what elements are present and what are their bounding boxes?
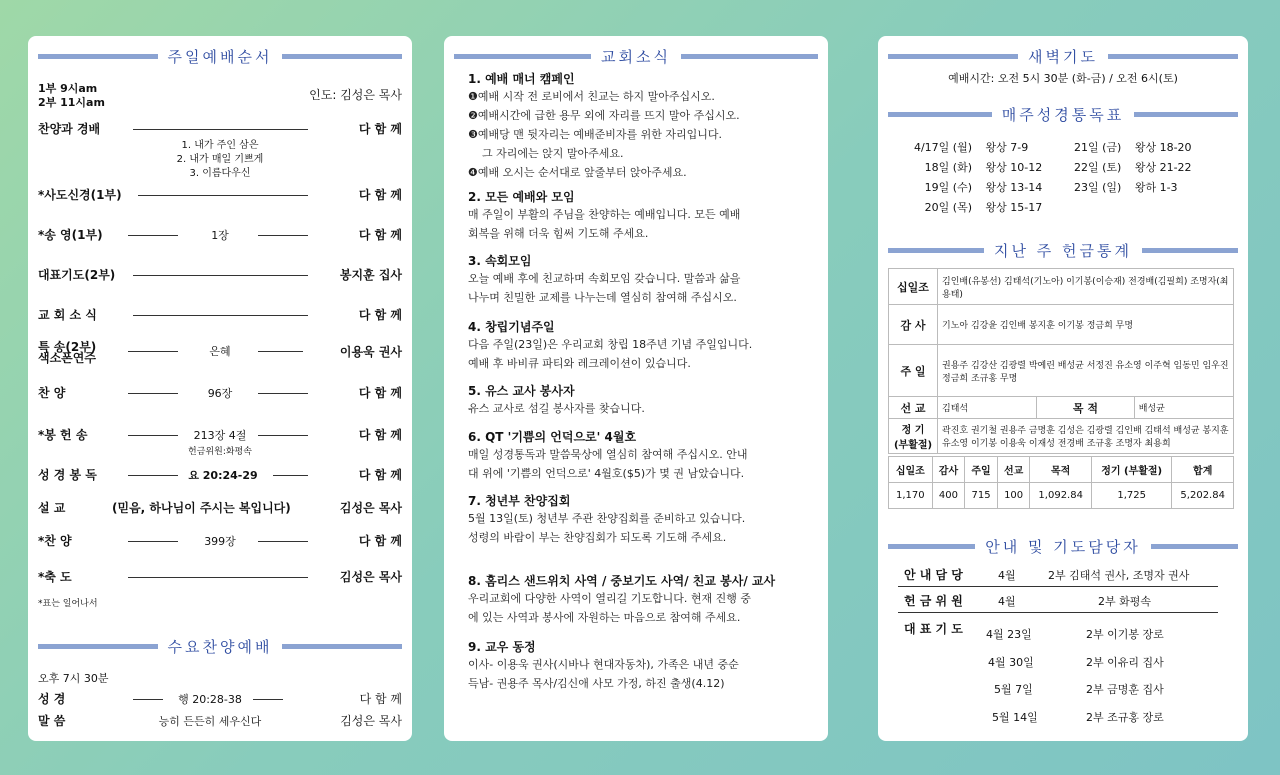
order-label: *사도신경(1부) <box>38 188 122 202</box>
sum-value: 1,092.84 <box>1030 483 1092 509</box>
song-item: 3. 이름다우신 <box>189 168 251 179</box>
wed-row <box>38 712 402 732</box>
church-news-panel <box>444 36 828 741</box>
news-heading: 9. 교우 동정 <box>468 640 536 654</box>
news-line: 다음 주일(23일)은 우리교회 창립 18주년 기념 주일입니다. <box>468 338 753 351</box>
bible-item: 21일 (금) 왕상 18-20 <box>1074 141 1192 154</box>
news-item <box>468 638 814 693</box>
bible-item: 18일 (화) 왕상 10-12 <box>924 161 1043 174</box>
news-item <box>468 70 814 182</box>
wed-mid: 행 20:28-38 <box>178 693 242 706</box>
wed-label: 말 씀 <box>38 714 66 728</box>
news-line: 그 자리에는 앉지 말아주세요. <box>482 147 624 160</box>
duty-names: 2부 김태석 권사, 조명자 권사 <box>1048 569 1190 582</box>
bible-item: 20일 (목) 왕상 15-17 <box>924 201 1043 214</box>
news-heading: 2. 모든 예배와 모임 <box>468 190 575 204</box>
prayer-date: 4월 23일 <box>986 628 1032 641</box>
order-row <box>38 466 402 486</box>
order-label: 찬양과 경배 <box>38 122 101 136</box>
news-item <box>468 492 814 547</box>
order-row <box>38 426 402 446</box>
bible-item: 19일 (수) 왕상 13-14 <box>924 181 1043 194</box>
offering-title: 지난 주 헌금통계 <box>994 241 1132 260</box>
order-row <box>38 384 402 404</box>
order-label: 찬 양 <box>38 386 66 400</box>
order-label: 성 경 봉 독 <box>38 468 97 482</box>
prayer-name: 2부 이유리 집사 <box>1086 655 1164 669</box>
duty-month: 4월 <box>998 569 1016 582</box>
sum-value: 715 <box>965 483 998 509</box>
offering-label: 십일조 <box>889 269 938 305</box>
wednesday-time: 오후 7시 30분 <box>38 672 109 685</box>
order-right: 봉지훈 집사 <box>339 268 402 282</box>
order-label: 특 송(2부) <box>38 340 97 354</box>
prayer-date: 4월 30일 <box>988 655 1034 669</box>
offering-label: 주 일 <box>889 345 938 397</box>
dawn-header <box>878 44 1248 68</box>
worship-order-header <box>28 44 412 68</box>
news-item <box>468 428 814 483</box>
prayer-names <box>1086 621 1164 731</box>
news-heading: 5. 유스 교사 봉사자 <box>468 384 575 398</box>
order-row <box>38 226 402 246</box>
order-right: 다 함 께 <box>358 122 402 136</box>
prayer-name: 2부 이기봉 장로 <box>1086 628 1164 641</box>
order-right: 다 함 께 <box>358 468 402 482</box>
order-right: 김성은 목사 <box>339 570 402 584</box>
order-right: 다 함 께 <box>358 228 402 242</box>
offering-names: 김인배(유봉선) 김태석(기노아) 이기봉(이승재) 전경배(김필희) 조명자(최용태) <box>938 269 1234 305</box>
news-line: ❶예배 시작 전 로비에서 친교는 하지 말아주십시오. <box>468 90 715 103</box>
offering-note: 헌금위원:화평속 <box>188 447 252 457</box>
news-line: 오늘 예배 후에 친교하며 속회모임 갖습니다. 말씀과 삶을 <box>468 272 741 285</box>
duty-month: 4월 <box>998 595 1016 608</box>
order-row <box>38 120 402 140</box>
news-line: 우리교회에 다양한 사역이 열리길 기도합니다. 현재 진행 중 <box>468 592 751 605</box>
order-label: 교 회 소 식 <box>38 308 97 322</box>
wed-right: 김성은 목사 <box>340 714 402 728</box>
order-mid: 213장 4절 <box>193 429 247 442</box>
order-mid: 요 20:24-29 <box>188 469 258 482</box>
wed-row <box>38 690 402 710</box>
order-right: 이용욱 권사 <box>339 345 402 359</box>
prayer-name: 2부 금명훈 집사 <box>1086 683 1164 696</box>
dawn-title: 새벽기도 <box>1028 47 1098 66</box>
news-heading: 3. 속회모임 <box>468 254 532 268</box>
wednesday-header <box>28 634 412 658</box>
sum-header: 감사 <box>932 457 965 483</box>
order-row-sermon <box>38 499 402 519</box>
news-line: 대 위에 '기쁨의 언덕으로' 4월호($5)가 몇 권 남았습니다. <box>468 467 745 480</box>
order-label: *봉 헌 송 <box>38 428 88 442</box>
news-line: 에 있는 사역과 봉사에 자원하는 마음으로 참여해 주세요. <box>468 611 741 624</box>
news-line: 매 주일이 부활의 주님을 찬양하는 예배입니다. 모든 예배 <box>468 208 741 221</box>
bible-title: 매주성경통독표 <box>1001 105 1125 124</box>
news-line: 5월 13일(토) 청년부 주관 찬양집회를 준비하고 있습니다. <box>468 512 746 525</box>
wednesday-title: 수요찬양예배 <box>167 637 273 656</box>
order-mid: 1장 <box>211 229 229 242</box>
prayer-date: 5월 14일 <box>992 710 1038 724</box>
news-heading: 6. QT '기쁨의 언덕으로' 4월호 <box>468 430 637 444</box>
prayer-date: 5월 7일 <box>994 683 1033 696</box>
service-time-1: 1부 9시am <box>38 82 98 95</box>
prayer-dates <box>986 621 1038 731</box>
news-heading: 1. 예배 매너 캠페인 <box>468 72 575 86</box>
news-line: 이사- 이용욱 권사(시바나 현대자동차), 가족은 내년 중순 <box>468 658 739 671</box>
bible-header <box>878 102 1248 126</box>
bible-item: 23일 (일) 왕하 1-3 <box>1074 181 1178 194</box>
order-mid: 은혜 <box>209 345 231 358</box>
sum-header: 합계 <box>1172 457 1234 483</box>
offering-summary-table <box>888 456 1234 509</box>
song-list <box>28 139 412 181</box>
church-news-header <box>444 44 828 68</box>
news-item <box>468 252 814 307</box>
church-news-title: 교회소식 <box>601 47 671 66</box>
bible-item: 4/17일 (월) 왕상 7-9 <box>913 141 1029 154</box>
news-line: 성령의 바람이 부는 찬양집회가 되도록 기도해 주세요. <box>468 531 727 544</box>
news-line: ❸예배당 맨 뒷자리는 예배준비자를 위한 자리입니다. <box>468 128 722 141</box>
offering-header <box>878 238 1248 262</box>
sum-header: 주일 <box>965 457 998 483</box>
news-line: 회복을 위해 더욱 힘써 기도해 주세요. <box>468 227 649 240</box>
news-item <box>468 382 814 418</box>
bible-left <box>900 138 1042 218</box>
sum-header: 십일조 <box>889 457 933 483</box>
song-item: 1. 내가 주인 삼은 <box>181 140 259 151</box>
sum-header: 선교 <box>997 457 1030 483</box>
order-mid: 399장 <box>204 535 236 548</box>
order-label: 설 교 <box>38 501 66 515</box>
news-body <box>468 87 814 182</box>
stand-note: *표는 일어나서 <box>38 599 98 609</box>
wed-label: 성 경 <box>38 692 66 706</box>
order-label: *송 영(1부) <box>38 228 103 242</box>
sum-value: 100 <box>997 483 1030 509</box>
worship-order-panel <box>28 36 412 741</box>
offering-label: 목 적 <box>1037 397 1135 419</box>
bible-item: 22일 (토) 왕상 21-22 <box>1074 161 1192 174</box>
news-line: 득남- 권용주 목사/김신애 사모 가정, 하진 출생(4.12) <box>468 677 725 690</box>
offering-names: 곽진호 권기철 권용주 금명훈 김성은 김광렬 김인배 김태석 배성균 봉지훈 유소영 이기봉 이용욱 이재성 전경배 조규홍 조명자 최용희 <box>938 419 1234 454</box>
news-heading: 7. 청년부 찬양집회 <box>468 494 571 508</box>
leader: 인도: 김성은 목사 <box>309 88 402 102</box>
order-right: 다 함 께 <box>358 386 402 400</box>
order-row <box>38 266 402 286</box>
order-row-special <box>38 338 402 372</box>
order-label: 색소폰연주 <box>38 351 96 365</box>
sermon-title: (믿음, 하나님이 주시는 복입니다) <box>112 501 291 515</box>
news-line: 유스 교사로 섬길 봉사자를 찾습니다. <box>468 402 645 415</box>
wed-mid: 능히 든든히 세우신다 <box>158 715 262 728</box>
news-line: 매일 성경통독과 말씀묵상에 열심히 참여해 주십시오. 안내 <box>468 448 748 461</box>
offering-label: 선 교 <box>889 397 938 419</box>
news-line: ❹예배 오시는 순서대로 앞줄부터 앉아주세요. <box>468 166 687 179</box>
order-right: 김성은 목사 <box>339 501 402 515</box>
song-item: 2. 내가 매일 기쁘게 <box>176 154 264 165</box>
duty-names: 2부 화평속 <box>1098 595 1151 608</box>
news-item <box>468 572 814 627</box>
duty-header <box>878 534 1248 558</box>
order-right: 다 함 께 <box>358 308 402 322</box>
offering-table <box>888 268 1234 454</box>
offering-names: 권용주 김강산 김광렬 박예린 배성균 서정진 유소영 이주혁 임동민 임우진 정금희 조규홍 무명 <box>938 345 1234 397</box>
worship-order-title: 주일예배순서 <box>167 47 273 66</box>
sum-value: 5,202.84 <box>1172 483 1234 509</box>
wed-right: 다 함 께 <box>359 692 402 706</box>
news-line: 나누며 친밀한 교제를 나누는데 열심히 참여해 주십시오. <box>468 291 737 304</box>
sum-header: 정기 (부활절) <box>1091 457 1171 483</box>
offering-label: 정 기 (부활절) <box>889 419 938 454</box>
offering-names: 김태석 <box>938 397 1037 419</box>
offering-names: 기노아 김강윤 김인배 봉지훈 이기봉 정금희 무명 <box>938 305 1234 345</box>
sum-header: 목적 <box>1030 457 1092 483</box>
order-row <box>38 568 402 588</box>
news-heading: 8. 홈리스 샌드위치 사역 / 중보기도 사역/ 친교 봉사/ 교사 <box>468 574 776 588</box>
duty-label: 헌 금 위 원 <box>904 594 963 608</box>
dawn-time: 예배시간: 오전 5시 30분 (화-금) / 오전 6시(토) <box>948 72 1178 85</box>
service-time-2: 2부 11시am <box>38 96 105 109</box>
news-line: 예배 후 바비큐 파티와 레크레이션이 있습니다. <box>468 357 691 370</box>
news-line: ❷예배시간에 급한 용무 외에 자리를 뜨지 말아 주십시오. <box>468 109 740 122</box>
news-item <box>468 318 814 373</box>
sum-value: 1,170 <box>889 483 933 509</box>
order-row <box>38 306 402 326</box>
sum-value: 400 <box>932 483 965 509</box>
news-item <box>468 188 814 243</box>
duty-title: 안내 및 기도담당자 <box>985 537 1141 556</box>
order-right: 다 함 께 <box>358 188 402 202</box>
order-right: 다 함 께 <box>358 428 402 442</box>
sum-value: 1,725 <box>1091 483 1171 509</box>
order-right: 다 함 께 <box>358 534 402 548</box>
duty-label: 안 내 담 당 <box>904 568 963 582</box>
info-panel <box>878 36 1248 741</box>
order-label: *축 도 <box>38 570 72 584</box>
news-heading: 4. 창립기념주일 <box>468 320 555 334</box>
duty-label: 대 표 기 도 <box>904 622 963 636</box>
offering-names: 배성균 <box>1134 397 1233 419</box>
order-label: 대표기도(2부) <box>38 268 116 282</box>
offering-label: 감 사 <box>889 305 938 345</box>
order-mid: 96장 <box>207 387 233 400</box>
bible-right <box>1074 138 1192 198</box>
order-row <box>38 186 402 206</box>
order-row <box>38 532 402 552</box>
prayer-name: 2부 조규홍 장로 <box>1086 710 1164 724</box>
order-label: *찬 양 <box>38 534 72 548</box>
